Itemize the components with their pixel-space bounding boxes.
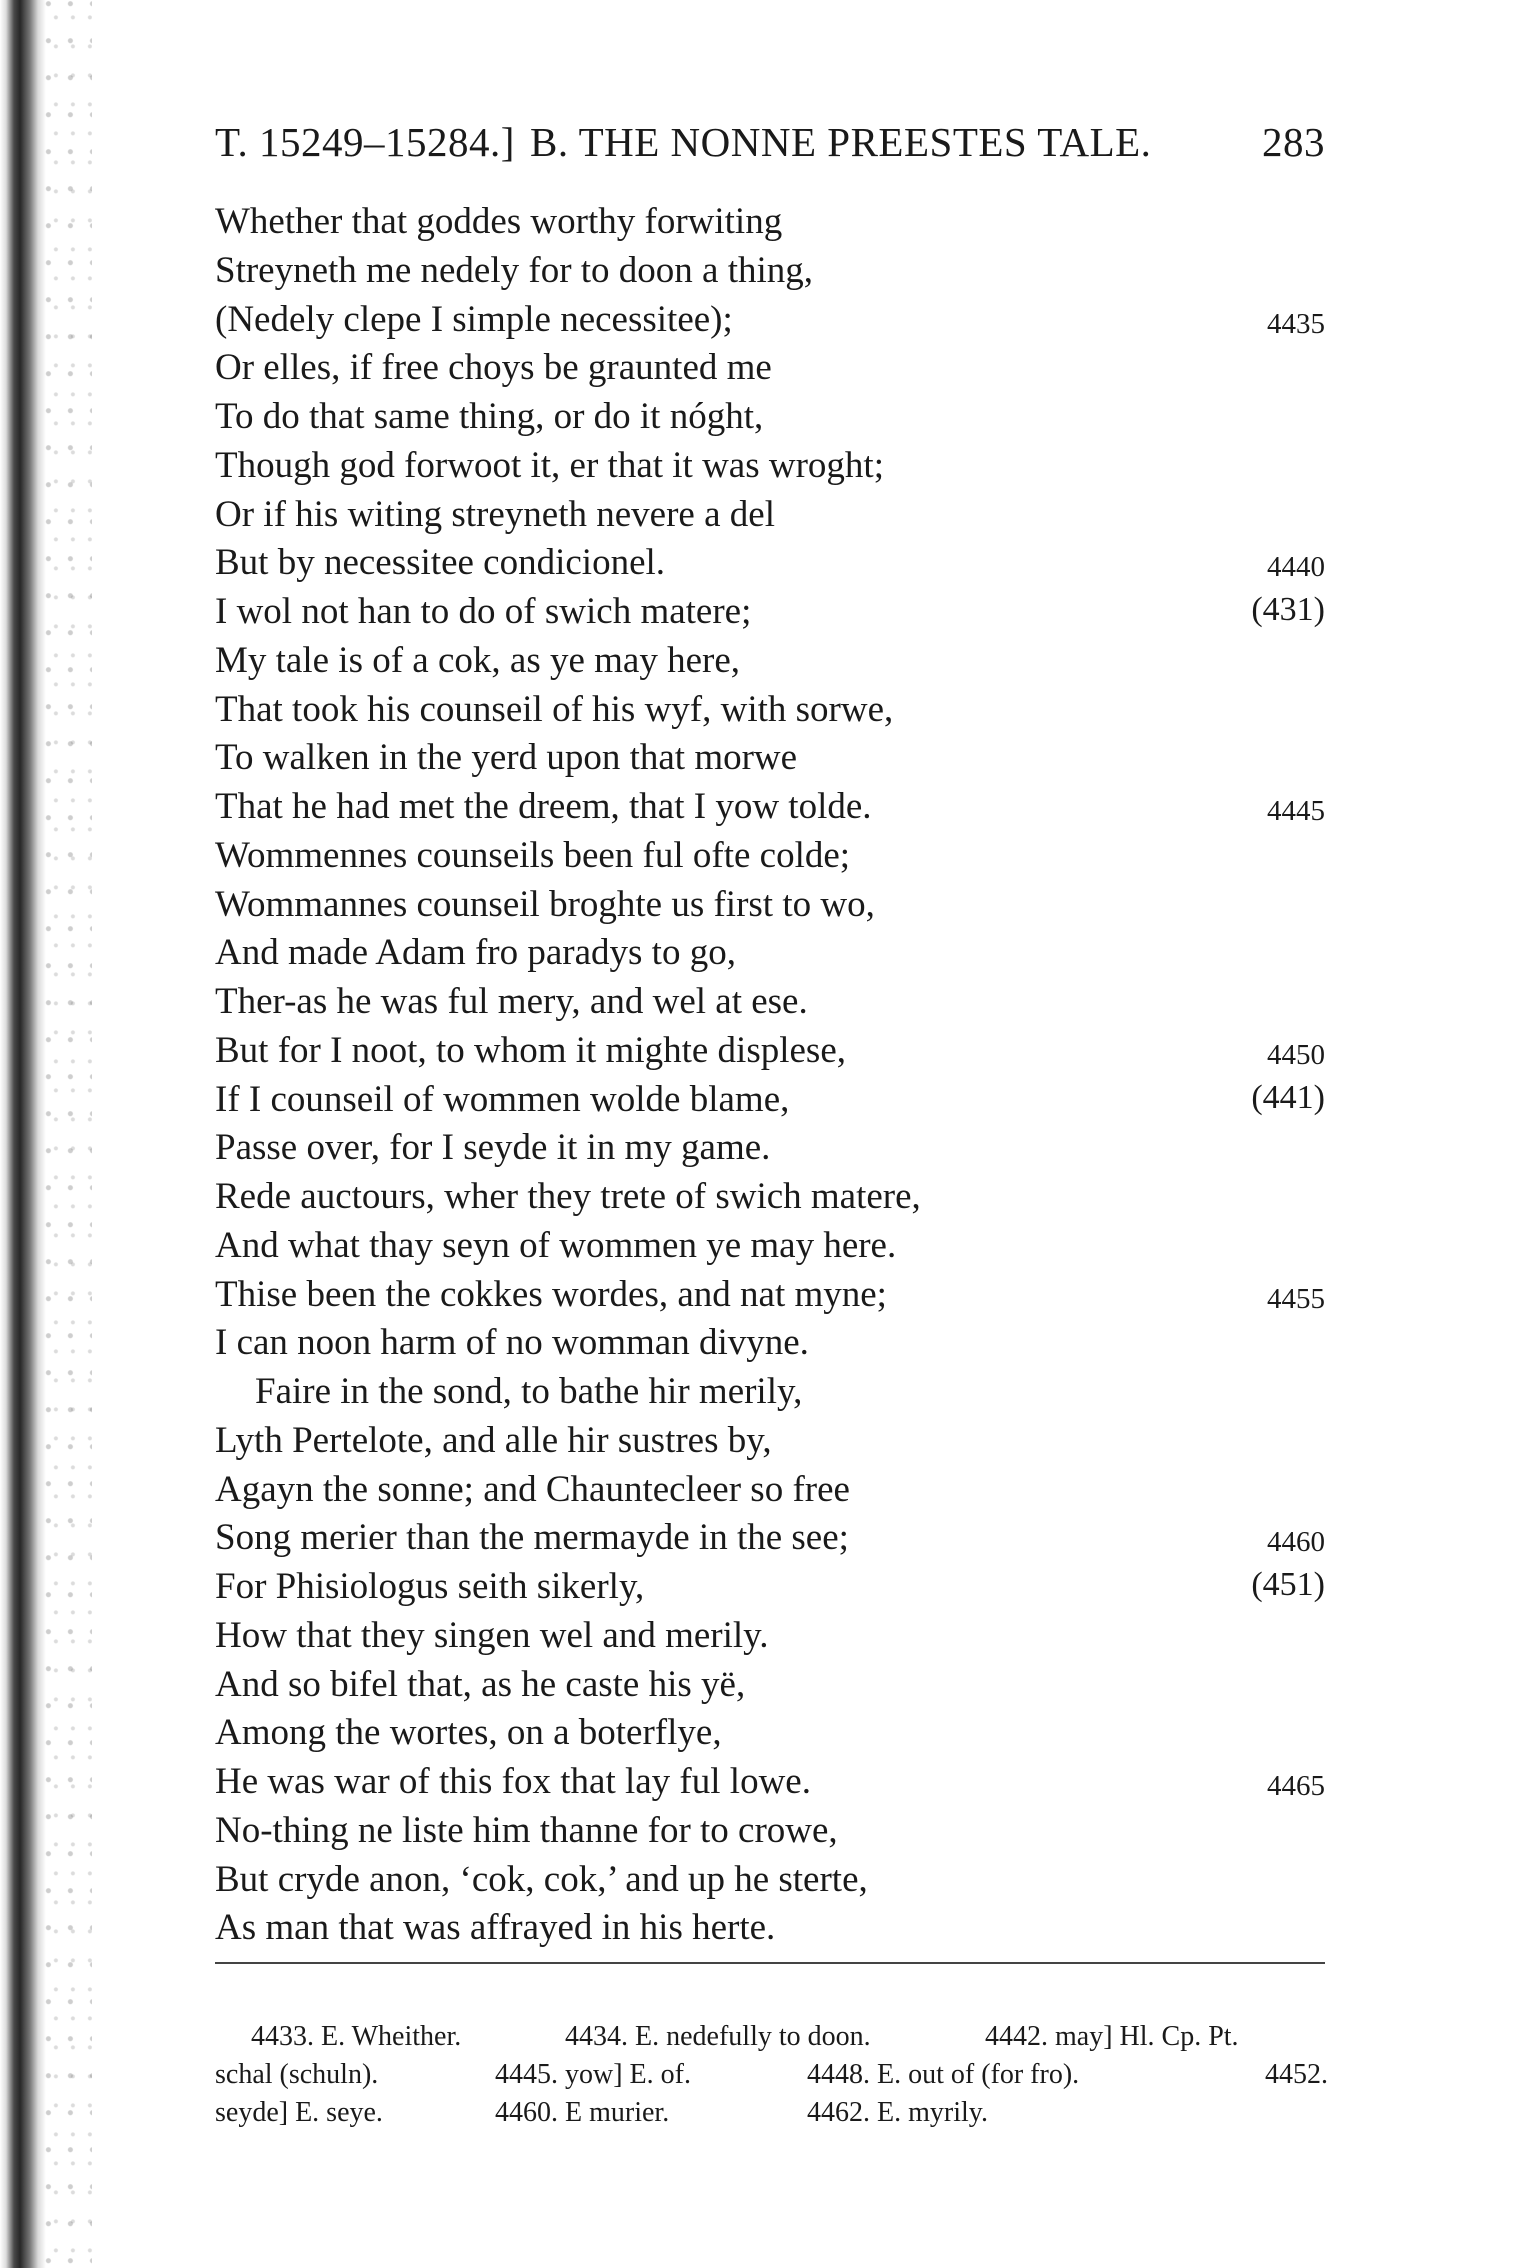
verse-text: To do that same thing, or do it nóght, <box>215 396 764 437</box>
verse-text: And made Adam fro paradys to go, <box>215 932 736 974</box>
footnote-entry: 4445. yow] E. of. <box>495 2059 691 2090</box>
verse-line <box>215 1807 1325 1856</box>
verse-line <box>215 1661 1325 1710</box>
verse-text: I wol not han to do of swich matere; <box>215 591 752 632</box>
verse-text: Agayn the sonne; and Chauntecleer so free <box>215 1468 850 1510</box>
verse-line <box>215 929 1325 978</box>
verse-line <box>215 686 1325 735</box>
line-number: (451) <box>1251 1566 1325 1603</box>
verse-line <box>215 1709 1325 1758</box>
verse-line <box>215 1173 1325 1222</box>
footnote-entry: 4462. E. myrily. <box>807 2097 988 2128</box>
verse-text: Whether that goddes worthy forwiting <box>215 201 783 242</box>
verse-line <box>215 1124 1325 1173</box>
verse-line <box>215 1563 1325 1612</box>
footnote-entry: 4434. E. nedefully to doon. <box>565 2021 871 2052</box>
verse-text: To walken in the yerd upon that morwe <box>215 737 798 779</box>
page-number: 283 <box>1262 119 1325 165</box>
footnote-entry: 4433. E. Wheither. <box>251 2021 462 2052</box>
footnote-line <box>215 2094 1325 2132</box>
verse-line <box>215 978 1325 1027</box>
book-binding-edge <box>0 0 46 2268</box>
verse-text: But cryde anon, ‘cok, cok,’ and up he sterte, <box>215 1858 868 1900</box>
verse-text: As man that was affrayed in his herte. <box>215 1907 776 1949</box>
running-header <box>215 118 1325 174</box>
verse-line <box>215 1514 1325 1563</box>
verse-text: Among the wortes, on a boterflye, <box>215 1712 722 1754</box>
verse-line <box>215 198 1325 247</box>
line-number: 4455 <box>1267 1282 1325 1315</box>
footnote-entry: schal (schuln). <box>215 2059 379 2090</box>
verse-line <box>215 247 1325 296</box>
verse-line <box>215 344 1325 393</box>
footnote-line <box>215 2018 1325 2056</box>
verse-line <box>215 1856 1325 1905</box>
verse-line <box>215 1904 1325 1953</box>
verse-line <box>215 442 1325 491</box>
footnotes <box>215 2018 1328 2132</box>
binding-shadow-speckle <box>44 0 92 2268</box>
verse-text: Faire in the sond, to bathe hir merily, <box>255 1371 803 1412</box>
line-range: T. 15249–15284.] <box>215 119 515 165</box>
verse-text: How that they singen wel and merily. <box>215 1614 769 1656</box>
line-number: 4460 <box>1267 1526 1325 1559</box>
verse-line <box>215 1222 1325 1271</box>
verse-text: Ther-as he was ful mery, and wel at ese. <box>215 981 808 1022</box>
verse-line <box>215 832 1325 881</box>
verse-text: Rede auctours, wher they trete of swich matere, <box>215 1176 921 1217</box>
verse-line <box>215 296 1325 345</box>
verse-text: Thise been the cokkes wordes, and nat myne; <box>215 1273 887 1315</box>
verse-text: (Nedely clepe I simple necessitee); <box>215 298 733 340</box>
footnote-entry: seyde] E. seye. <box>215 2097 383 2128</box>
verse-text: For Phisiologus seith sikerly, <box>215 1566 645 1607</box>
line-number: (431) <box>1251 591 1325 628</box>
footnote-entry: 4442. may] Hl. Cp. Pt. <box>985 2021 1239 2052</box>
footnote-line <box>215 2056 1328 2094</box>
verse-line <box>215 539 1325 588</box>
verse-text: Though god forwoot it, er that it was wroght; <box>215 444 884 486</box>
verse-line <box>215 1368 1325 1417</box>
verse-text: If I counseil of wommen wolde blame, <box>215 1078 790 1120</box>
verse-text: Song merier than the mermayde in the see; <box>215 1517 849 1559</box>
verse-line <box>215 1758 1325 1807</box>
verse-text: Wommannes counseil broghte us first to wo, <box>215 883 875 925</box>
verse-line <box>215 1027 1325 1076</box>
line-number: 4450 <box>1267 1038 1325 1071</box>
verse-line <box>215 734 1325 783</box>
footnote-rule <box>215 1962 1325 1964</box>
verse-text: He was war of this fox that lay ful lowe. <box>215 1761 811 1802</box>
verse-text: But by necessitee condicionel. <box>215 542 666 584</box>
footnote-entry: 4448. E. out of (for fro). <box>807 2059 1080 2090</box>
footnote-entry: 4460. E murier. <box>495 2097 670 2128</box>
verse-line <box>215 393 1325 442</box>
verse-text: My tale is of a cok, as ye may here, <box>215 639 741 681</box>
verse-line <box>215 783 1325 832</box>
verse-line <box>215 1271 1325 1320</box>
verse-text: I can noon harm of no womman divyne. <box>215 1322 809 1364</box>
verse-text: Or elles, if free choys be graunted me <box>215 347 772 389</box>
verse-text: That took his counseil of his wyf, with sorwe, <box>215 688 894 730</box>
verse-text: And so bifel that, as he caste his yë, <box>215 1663 746 1705</box>
verse-line <box>215 1319 1325 1368</box>
verse-text: Passe over, for I seyde it in my game. <box>215 1127 771 1169</box>
footnote-entry: 4452. <box>1265 2059 1328 2090</box>
verse-line <box>215 491 1325 540</box>
verse-line <box>215 588 1325 637</box>
verse-text: Streyneth me nedely for to doon a thing, <box>215 249 814 291</box>
verse-line <box>215 1417 1325 1466</box>
verse-text: No-thing ne liste him thanne for to crowe, <box>215 1809 838 1851</box>
poem-text <box>215 198 1325 1953</box>
verse-text: But for I noot, to whom it mighte displese, <box>215 1029 847 1071</box>
line-number: (441) <box>1251 1078 1325 1116</box>
line-number: 4465 <box>1267 1770 1325 1802</box>
verse-line <box>215 881 1325 930</box>
verse-text: That he had met the dreem, that I yow tolde. <box>215 786 872 827</box>
verse-text: Wommennes counseils been ful ofte colde; <box>215 834 851 876</box>
verse-line <box>215 1466 1325 1515</box>
verse-text: Or if his witing streyneth nevere a del <box>215 493 775 535</box>
line-number: 4435 <box>1267 307 1325 340</box>
verse-text: And what thay seyn of wommen ye may here. <box>215 1224 897 1266</box>
verse-line <box>215 1612 1325 1661</box>
line-number: 4440 <box>1267 551 1325 584</box>
verse-line <box>215 1076 1325 1125</box>
running-title: B. THE NONNE PREESTES TALE. <box>530 119 1152 165</box>
verse-text: Lyth Pertelote, and alle hir sustres by, <box>215 1419 772 1461</box>
line-number: 4445 <box>1267 795 1325 827</box>
verse-line <box>215 637 1325 686</box>
